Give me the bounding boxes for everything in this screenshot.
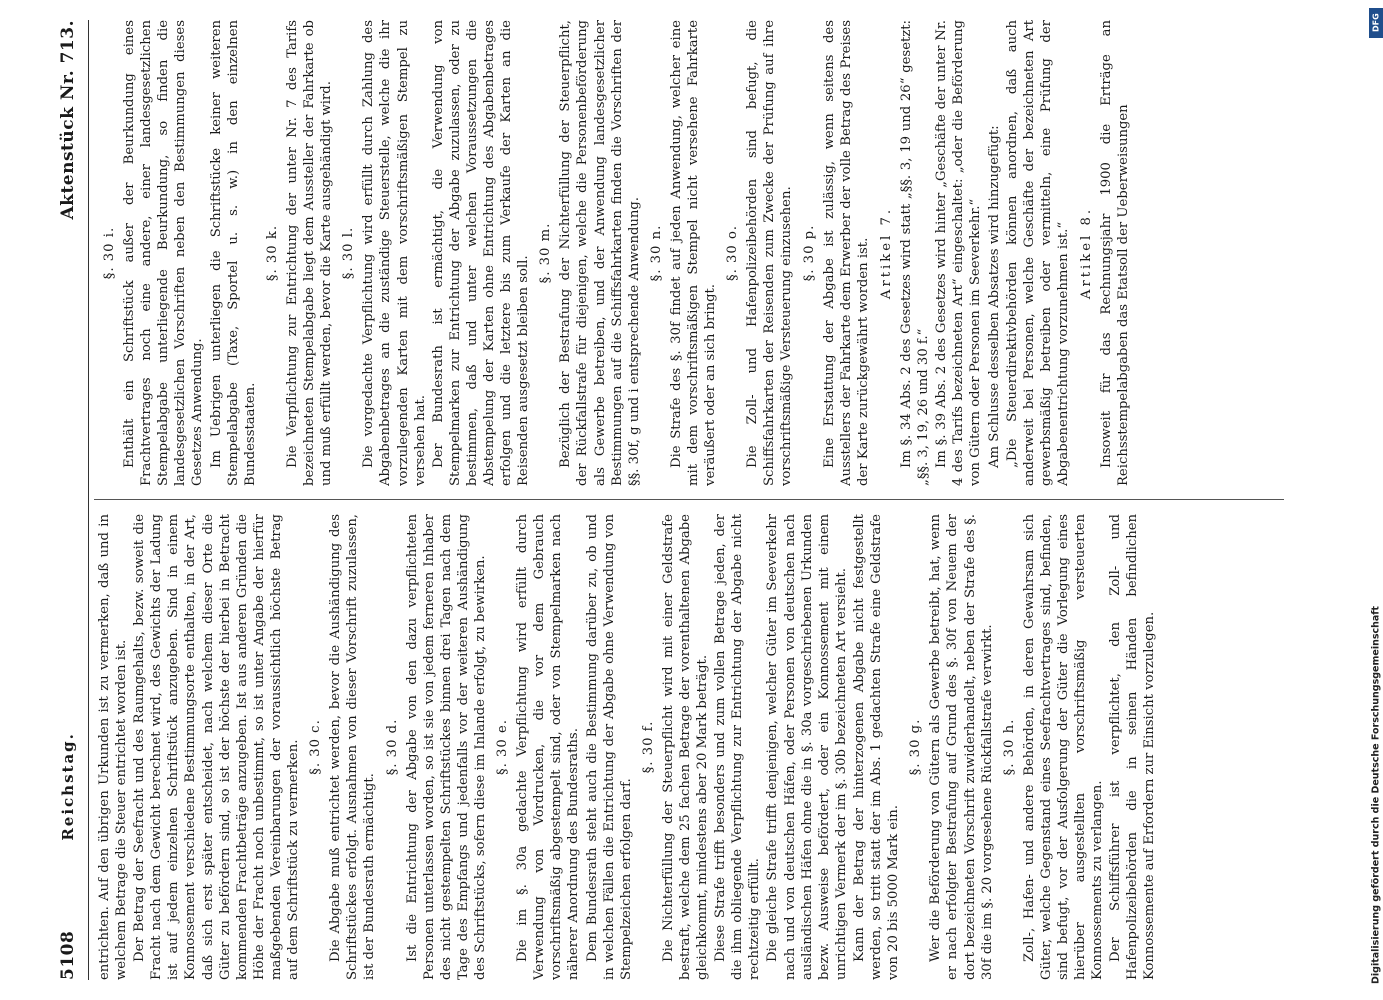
- paragraph: Der Bundesrath ist ermächtigt, die Verwendung von Stempelmarken zur Entrichtung der Abgabe zuzulassen, oder zu bestimmen, daß und unter welchen Voraussetzungen die Abstempelung der Karten ohne Entrichtung des Abgabenbetrages erfolgen und die letztere bis zum Verkaufe der Karten an die Reisenden ausgesetzt bleiben soll.: [430, 20, 532, 486]
- section-heading: §. 30 c.: [308, 719, 324, 775]
- article-heading: Artikel 7.: [878, 206, 894, 300]
- paragraph: Die Abgabe muß entrichtet werden, bevor die Aushändigung des Schriftstückes erfolgt. Ausnahmen von dieser Vorschrift zuzulassen, ist der Bundesrath ermächtigt.: [328, 514, 378, 980]
- section-heading: §. 30 o.: [725, 225, 741, 281]
- section-heading: §. 30 m.: [538, 222, 554, 284]
- paragraph: Ist die Entrichtung der Abgabe von den dazu verpflichteten Personen unterlassen worden, so ist sie von jedem ferneren Inhaber des nicht gestempelten Schriftstückes binnen drei Tagen nach dem Tage des Empfangs und jedenfalls vor der weiteren Aushändigung des Schriftstücks, sofern diese im Inlande erfolgt, zu bewirken.: [404, 514, 488, 980]
- section-heading: §. 30 n.: [648, 224, 664, 282]
- paragraph: Die gleiche Strafe trifft denjenigen, welcher Güter im Seeverkehr nach und von deutschen Häfen, oder Personen von deutschen nach ausländischen Häfen ohne die in §. 30a vorgeschriebenen Urkunden bezw. Ausweise befördert, oder ein Konnossement mit einem unrichtigen Vermerk der im §. 30b bezeichneten Art versieht.: [765, 514, 849, 980]
- left-column: [96, 514, 1296, 980]
- running-title: Reichstag.: [59, 732, 77, 841]
- paragraph: „Die Steuerdirektivbehörden können anordnen, daß auch anderweit bei Personen, welche Geschäfte der bezeichneten Art gewerbsmäßig betreiben oder vermitteln, eine Prüfung der Abgabenentrichtung vorzunehmen ist.“: [1004, 20, 1071, 486]
- paragraph: Die Zoll- und Hafenpolizeibehörden sind befugt, die Schiffsfahrkarten der Reisenden zum Zwecke der Prüfung auf ihre vorschriftsmäßige Versteuerung einzusehen.: [745, 20, 795, 486]
- funding-note: Digitalisierung gefördert durch die Deutsche Forschungsgemeinschaft: [1370, 606, 1382, 984]
- paragraph: Bezüglich der Bestrafung der Nichterfüllung der Steuerpflicht, der Rückfallstrafe für diejenigen, welche die Personenbeförderung als Gewerbe betreiben, und der Anwendung landesgesetzlicher Bestimmungen auf die Schiffsfahrkarten finden die Vorschriften der §§. 30f, g und i entsprechende Anwendung.: [558, 20, 642, 486]
- page-header: [60, 20, 86, 980]
- section-heading: §. 30 f.: [640, 720, 656, 774]
- article-heading: Artikel 8.: [1078, 206, 1094, 300]
- section-heading: §. 30 g.: [908, 718, 924, 776]
- section-heading: §. 30 l.: [341, 226, 357, 280]
- paragraph: Die im §. 30a gedachte Verpflichtung wird erfüllt durch Verwendung von Vordrucken, die vor dem Gebrauch vorschriftsmäßig abgestempelt sind, oder von Stempelmarken nach näherer Anordnung des Bundesraths.: [515, 514, 582, 980]
- dfg-logo: DFG: [1369, 8, 1383, 38]
- paragraph: Die vorgedachte Verpflichtung wird erfüllt durch Zahlung des Abgabenbetrages an die zuständige Steuerstelle, welche die ihr vorzulegenden Karten mit dem vorschriftsmäßigen Stempel zu versehen hat.: [361, 20, 428, 486]
- paragraph: Im §. 34 Abs. 2 des Gesetzes wird statt „§§. 3, 19 und 26“ gesetzt: „§§. 3, 19, 26 und 30 f.“: [899, 20, 932, 486]
- paragraph: Der Betrag der Seefracht und des Raumgehalts, bezw. soweit die Fracht nach dem Gewicht berechnet wird, des Gewichts der Ladung ist auf jedem einzelnen Schriftstück anzugeben. Sind in einem Konnossement verschiedene Bestimmungsorte enthalten, in der Art, daß sich erst später entscheidet, nach welchem dieser Orte die Güter zu befördern sind, so ist der höchste der hierbei in Betracht kommenden Frachtbeträge anzugeben. Ist aus anderen Gründen die Höhe der Fracht noch unbestimmt, so ist unter Angabe der hierfür maßgebenden Vereinbarungen der voraussichtlich höchste Betrag auf dem Schriftstück zu vermerken.: [132, 514, 302, 980]
- paragraph: Die Strafe des §. 30f findet auf jeden Anwendung, welcher eine mit dem vorschriftsmäßigen Stempel nicht versehene Fahrkarte veräußert oder an sich bringt.: [668, 20, 719, 486]
- document-number: Aktenstück Nr. 713.: [58, 20, 78, 220]
- right-column: [96, 20, 1296, 486]
- section-heading: §. 30 h.: [1001, 718, 1017, 776]
- paragraph: Wer die Beförderung von Gütern als Gewerbe betreibt, hat, wenn er nach erfolgter Bestrafung auf Grund des §. 30f von Neuem der dort bezeichneten Vorschrift zuwiderhandelt, neben der Strafe des §. 30f die im §. 20 vorgesehene Rückfallstrafe verwirkt.: [928, 514, 995, 980]
- paragraph: Am Schlusse desselben Absatzes wird hinzugefügt:: [986, 125, 1002, 468]
- paragraph: Eine Erstattung der Abgabe ist zulässig, wenn seitens des Ausstellers der Fahrkarte dem Erwerber der volle Betrag des Preises der Karte zurückgewährt worden ist.: [821, 20, 871, 486]
- paragraph: Dem Bundesrath steht auch die Bestimmung darüber zu, ob und in welchen Fällen die Entrichtung der Abgabe ohne Verwendung von Stempelzeichen erfolgen darf.: [584, 514, 634, 980]
- paragraph: Insoweit für das Rechnungsjahr 1900 die Erträge an Reichsstempelabgaben das Etatsoll der Ueberweisungen: [1099, 20, 1132, 486]
- paragraph: Die Verpflichtung zur Entrichtung der unter Nr. 7 des Tarifs bezeichneten Stempelabgabe liegt dem Aussteller der Fahrkarte ob und muß erfüllt werden, bevor die Karte ausgehändigt wird.: [284, 20, 335, 486]
- paragraph: entrichten. Auf den übrigen Urkunden ist zu vermerken, daß und in welchem Betrage die Steuer entrichtet worden ist.: [97, 514, 130, 980]
- section-heading: §. 30 e.: [495, 719, 511, 775]
- section-heading: §. 30 k.: [264, 224, 280, 282]
- paragraph: Enthält ein Schriftstück außer der Beurkundung eines Frachtvertrages noch eine andere, einer landesgesetzlichen Stempelabgabe unterliegende Beurkundung, so finden die landesgesetzlichen Vorschriften neben den Bestimmungen dieses Gesetzes Anwendung.: [122, 20, 206, 486]
- paragraph: Im §. 39 Abs. 2 des Gesetzes wird hinter „Geschäfte der unter Nr. 4 des Tarifs bezeichneten Art“ eingeschaltet: „oder die Beförderung von Gütern oder Personen im Seeverkehr.“: [934, 20, 984, 486]
- section-heading: §. 30 p.: [801, 224, 817, 282]
- column-divider: [94, 499, 1284, 500]
- document-page: [60, 20, 1300, 980]
- page-number: 5108: [58, 930, 78, 980]
- paragraph: Diese Strafe trifft besonders und zum vollen Betrage jeden, der die ihm obliegende Verpflichtung zur Entrichtung der Abgabe nicht rechtzeitig erfüllt.: [713, 514, 763, 980]
- paragraph: Die Nichterfüllung der Steuerpflicht wird mit einer Geldstrafe bestraft, welche dem 25 fachen Betrage der vorenthaltenen Abgabe gleichkommt, mindestens aber 20 Mark beträgt.: [660, 514, 711, 980]
- header-rule: [88, 20, 89, 980]
- paragraph: Im Uebrigen unterliegen die Schriftstücke keiner weiteren Stempelabgabe (Taxe, Sportel u. s. w.) in den einzelnen Bundesstaaten.: [208, 20, 258, 486]
- paragraph: Zoll-, Hafen- und andere Behörden, in deren Gewahrsam sich Güter, welche Gegenstand eines Seefrachtvertrages sind, befinden, sind befugt, vor der Ausfolgerung der Güter die Vorlegung eines hierüber ausgestellten vorschriftsmäßig versteuerten Konnossements zu verlangen.: [1021, 514, 1106, 980]
- section-heading: §. 30 i.: [102, 226, 117, 280]
- section-heading: §. 30 d.: [384, 718, 400, 776]
- paragraph: Kann der Betrag der hinterzogenen Abgabe nicht festgestellt werden, so tritt statt der im Abs. 1 gedachten Strafe eine Geldstrafe von 20 bis 5000 Mark ein.: [851, 514, 902, 980]
- paragraph: Der Schiffsführer ist verpflichtet, den Zoll- und Hafenpolizeibehörden die in seinen Händen befindlichen Konnossemente auf Erfordern zur Einsicht vorzulegen.: [1108, 514, 1158, 980]
